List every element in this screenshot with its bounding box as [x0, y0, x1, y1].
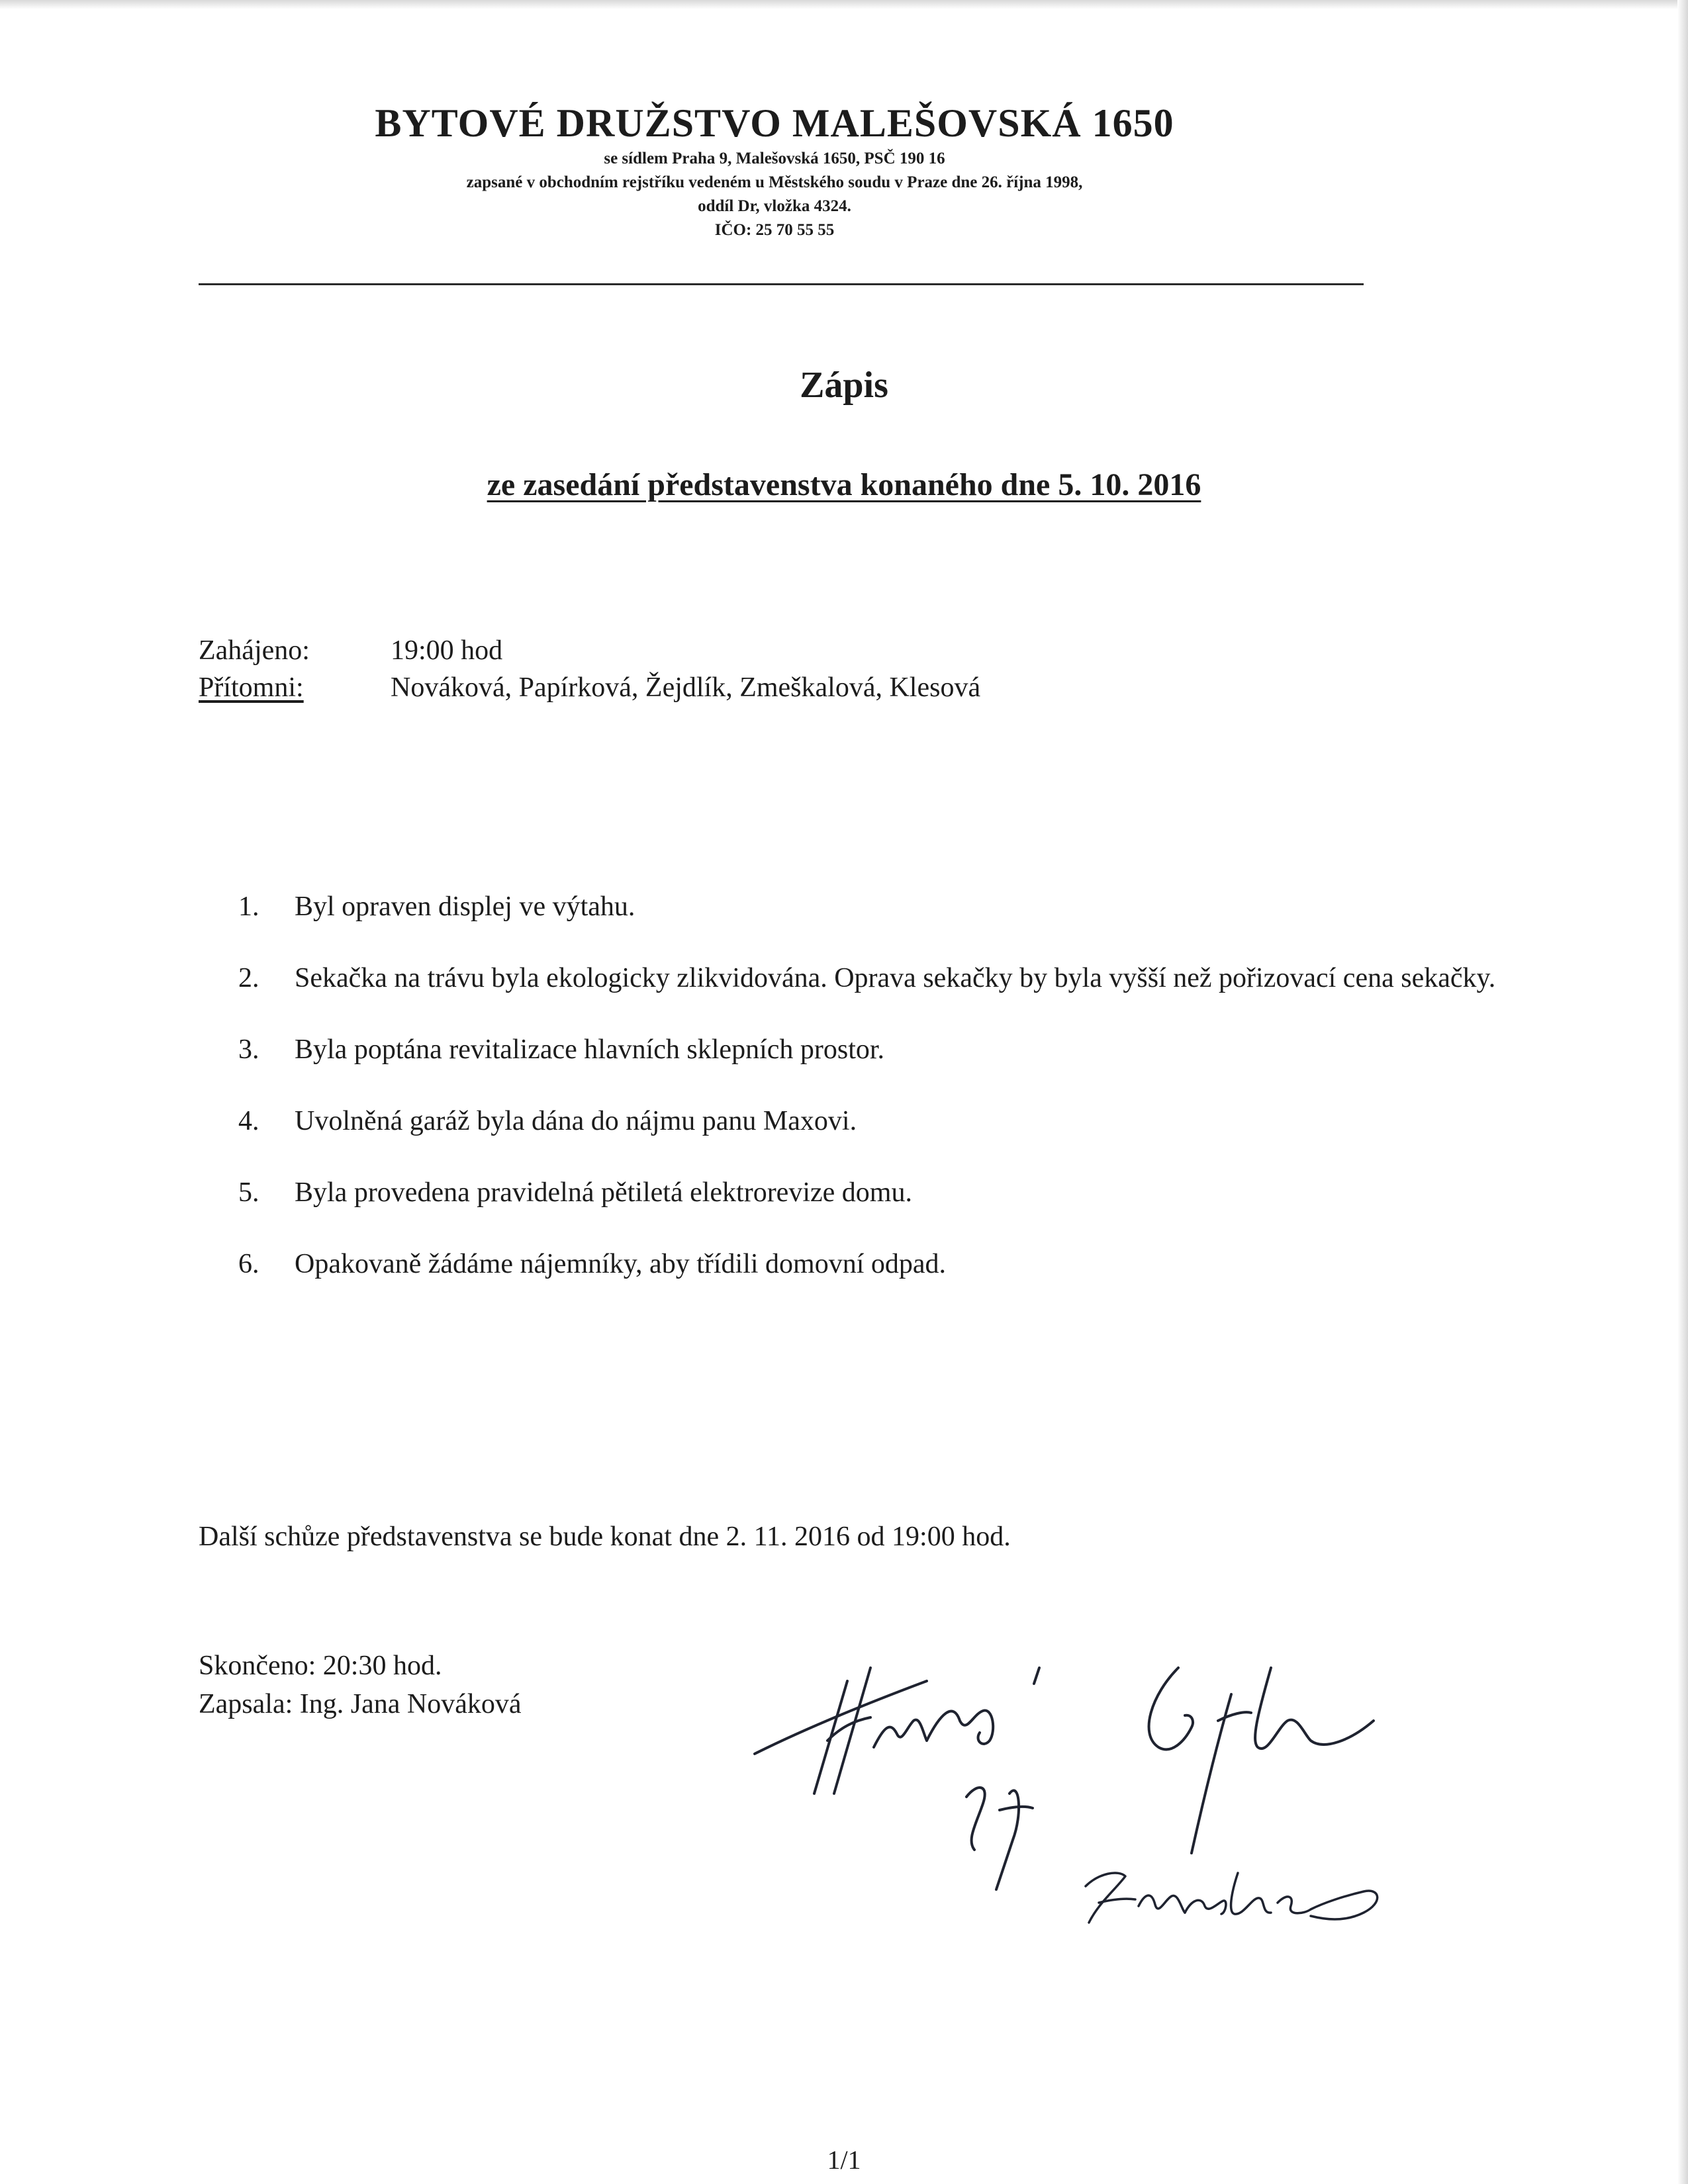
list-item — [238, 1031, 1556, 1068]
item-number: 6. — [238, 1249, 259, 1279]
scan-edge-right — [1677, 0, 1688, 2184]
item-number: 5. — [238, 1177, 259, 1208]
list-item — [238, 960, 1556, 997]
started-value: 19:00 hod — [391, 635, 503, 666]
list-item — [238, 1174, 1556, 1211]
signatures — [728, 1641, 1456, 1959]
started-row — [199, 632, 980, 669]
present-row — [199, 669, 980, 706]
letterhead — [199, 99, 1350, 242]
document-subtitle: ze zasedání představenstva konaného dne 5. 10. 2016 — [487, 467, 1201, 502]
org-name: BYTOVÉ DRUŽSTVO MALEŠOVSKÁ 1650 — [375, 101, 1174, 145]
recorded-by: Zapsala: Ing. Jana Nováková — [199, 1689, 522, 1719]
signature-1 — [755, 1668, 1039, 1794]
ended-time: Skončeno: 20:30 hod. — [199, 1651, 442, 1681]
present-value: Nováková, Papírková, Žejdlík, Zmeškalová, Klesová — [391, 672, 981, 703]
signature-2 — [966, 1788, 1033, 1889]
item-text: Byl opraven displej ve výtahu. — [295, 891, 635, 922]
item-text: Opakovaně žádáme nájemníky, aby třídili domovní odpad. — [295, 1249, 947, 1279]
next-meeting-note: Další schůze představenstva se bude konat dne 2. 11. 2016 od 19:00 hod. — [199, 1522, 1011, 1552]
header-divider — [199, 283, 1364, 285]
signature-4 — [1086, 1873, 1378, 1923]
item-text: Sekačka na trávu byla ekologicky zlikvidována. Oprava sekačky by byla vyšší než pořizovací cena sekačky. — [295, 963, 1496, 993]
started-label: Zahájeno: — [199, 635, 310, 666]
item-number: 2. — [238, 963, 259, 993]
address-line: se sídlem Praha 9, Malešovská 1650, PSČ 190 16 — [604, 150, 945, 167]
item-text: Byla poptána revitalizace hlavních sklepních prostor. — [295, 1034, 885, 1065]
section-line: oddíl Dr, vložka 4324. — [698, 197, 851, 215]
item-number: 3. — [238, 1034, 259, 1065]
ico-line: IČO: 25 70 55 55 — [714, 221, 835, 239]
agenda-list — [238, 888, 1556, 1317]
meeting-meta — [199, 632, 980, 706]
closing-block — [199, 1647, 522, 1723]
signature-3 — [1149, 1668, 1374, 1853]
scan-edge-top — [0, 0, 1688, 9]
item-text: Uvolněná garáž byla dána do nájmu panu Maxovi. — [295, 1106, 857, 1136]
list-item — [238, 888, 1556, 925]
page-number: 1/1 — [827, 2145, 861, 2175]
item-number: 4. — [238, 1106, 259, 1136]
list-item — [238, 1246, 1556, 1283]
present-label: Přítomni: — [199, 672, 304, 703]
list-item — [238, 1103, 1556, 1140]
item-number: 1. — [238, 891, 259, 922]
item-text: Byla provedena pravidelná pětiletá elektrorevize domu. — [295, 1177, 912, 1208]
registry-line: zapsané v obchodním rejstříku vedeném u Městského soudu v Praze dne 26. října 1998, — [466, 173, 1083, 191]
document-title: Zápis — [800, 365, 888, 406]
